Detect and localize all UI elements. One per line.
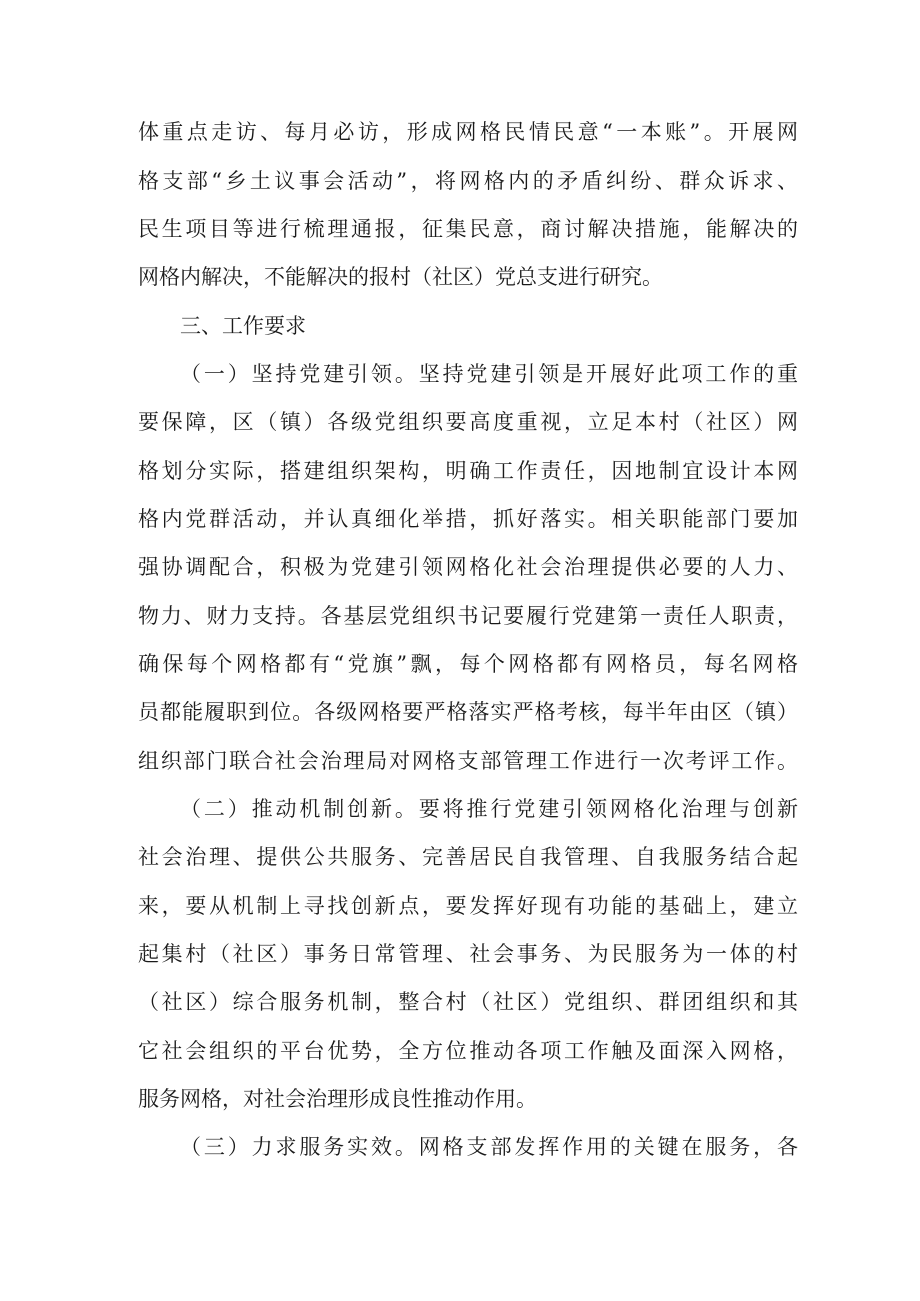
body-text-line: （社区）综合服务机制，整合村（社区）党组织、群团组织和其	[138, 990, 798, 1014]
body-text-line: 起集村（社区）事务日常管理、社会事务、为民服务为一体的村	[138, 942, 798, 966]
section-heading: 三、工作要求	[180, 314, 306, 338]
body-text-line: 来，要从机制上寻找创新点，要发挥好现有功能的基础上，建立	[138, 894, 798, 918]
body-text-line: 员都能履职到位。各级网格要严格落实严格考核，每半年由区（镇）	[138, 700, 798, 724]
body-text-line: 确保每个网格都有“党旗”飘，每个网格都有网格员，每名网格	[138, 652, 798, 676]
body-text-line: 格支部“乡土议事会活动”，将网格内的矛盾纠纷、群众诉求、	[138, 169, 798, 193]
body-text-line: 格内党群活动，并认真细化举措，抓好落实。相关职能部门要加	[138, 507, 798, 531]
paragraph-first-line: （一）坚持党建引领。坚持党建引领是开展好此项工作的重	[180, 362, 798, 386]
body-text-line: 网格内解决，不能解决的报村（社区）党总支进行研究。	[138, 265, 663, 289]
body-text-line: 强协调配合，积极为党建引领网格化社会治理提供必要的人力、	[138, 555, 798, 579]
body-text-line: 服务网格，对社会治理形成良性推动作用。	[138, 1087, 537, 1111]
body-text-line: 它社会组织的平台优势，全方位推动各项工作触及面深入网格，	[138, 1039, 798, 1063]
body-text-line: 组织部门联合社会治理局对网格支部管理工作进行一次考评工作。	[138, 749, 798, 773]
paragraph-first-line: （二）推动机制创新。要将推行党建引领网格化治理与创新	[180, 797, 798, 821]
body-text-line: 物力、财力支持。各基层党组织书记要履行党建第一责任人职责，	[138, 604, 798, 628]
body-text-line: 社会治理、提供公共服务、完善居民自我管理、自我服务结合起	[138, 845, 798, 869]
body-text-line: 民生项目等进行梳理通报，征集民意，商讨解决措施，能解决的	[138, 217, 798, 241]
paragraph-first-line: （三）力求服务实效。网格支部发挥作用的关键在服务，各	[180, 1135, 798, 1159]
body-text-line: 要保障，区（镇）各级党组织要高度重视，立足本村（社区）网	[138, 410, 798, 434]
body-text-line: 体重点走访、每月必访，形成网格民情民意“一本账”。开展网	[138, 120, 798, 144]
body-text-line: 格划分实际，搭建组织架构，明确工作责任，因地制宜设计本网	[138, 459, 798, 483]
